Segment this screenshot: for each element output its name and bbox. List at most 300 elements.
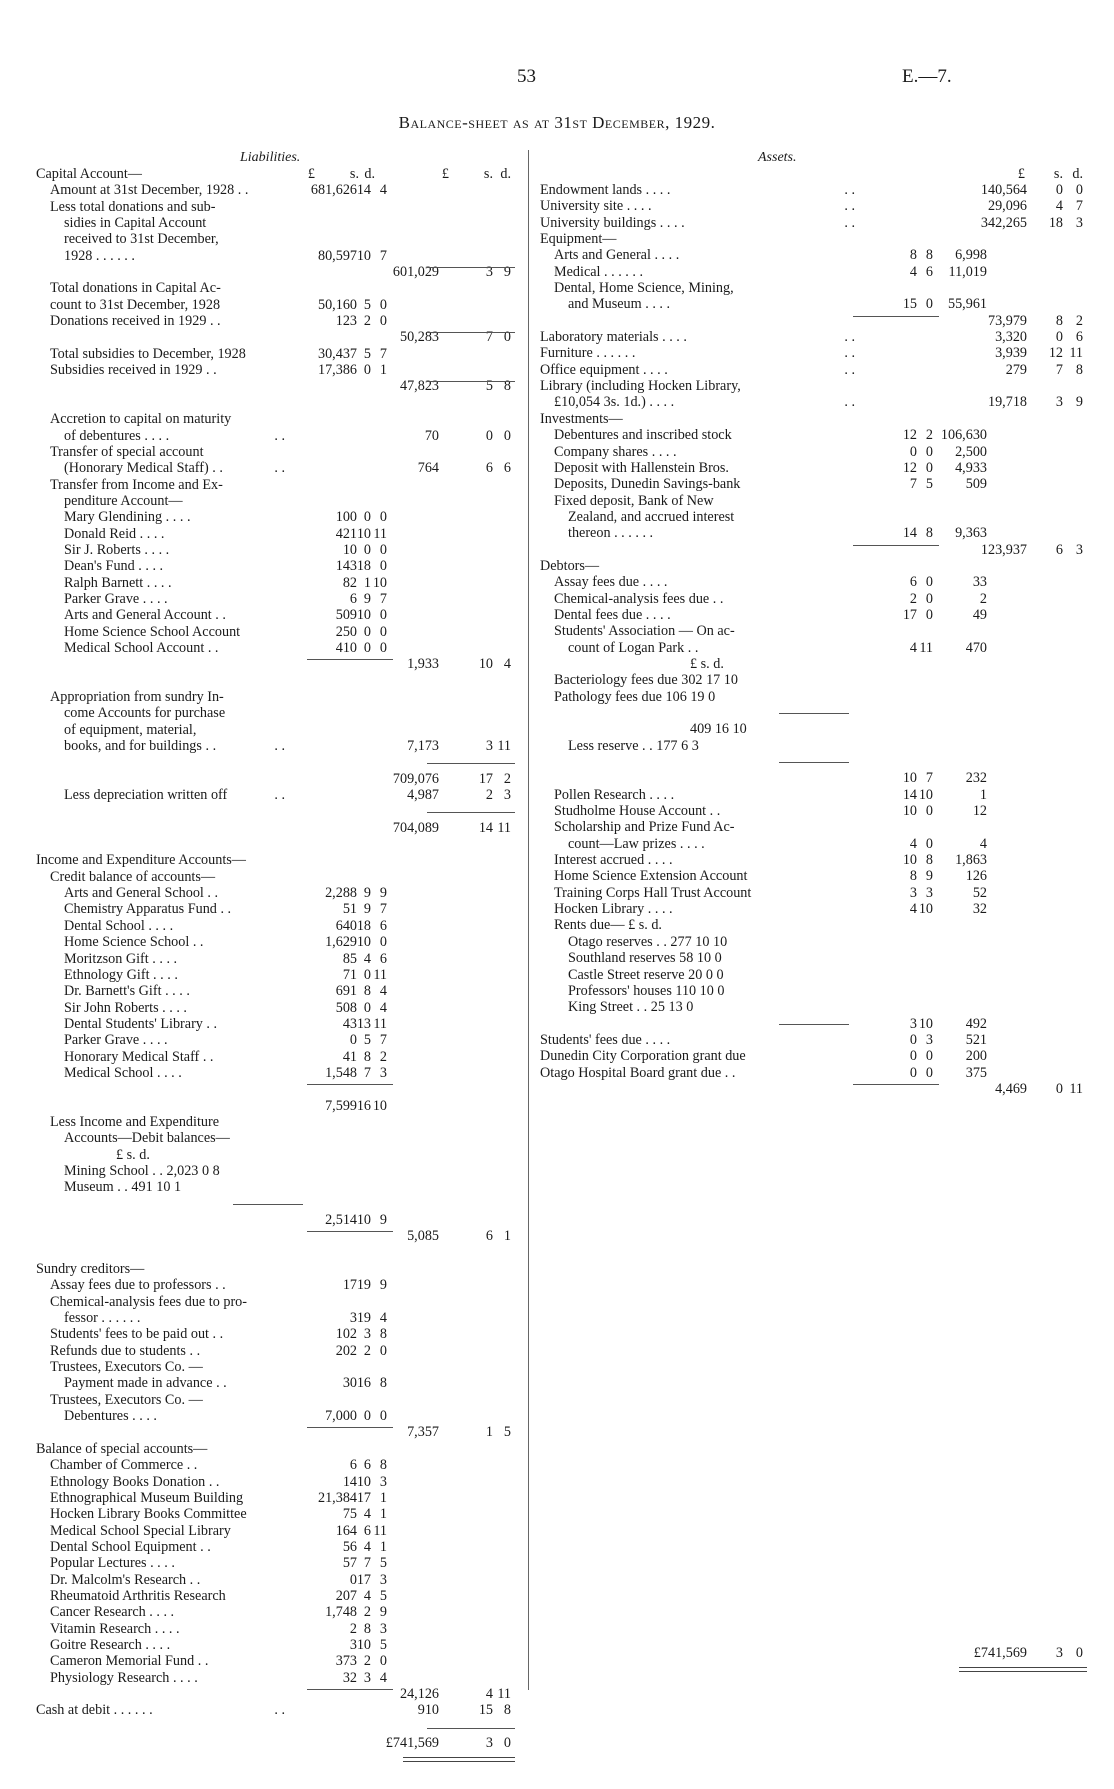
asset-amount-shillings: 2 [909, 590, 917, 607]
liability-row [0, 803, 525, 819]
liability-amount-pounds: 17 [342, 1277, 357, 1294]
asset-total-shillings: 8 [1055, 312, 1063, 329]
liability-row [0, 1032, 525, 1048]
liability-rule [307, 1231, 393, 1232]
asset-amount-shillings: 14 [902, 786, 917, 803]
asset-row [540, 754, 1095, 770]
asset-row [540, 509, 1095, 525]
liability-total-shillings: 3 [485, 264, 493, 281]
asset-row [540, 329, 1095, 345]
liability-amount-pounds: 2,288 [325, 885, 357, 902]
liability-label: Cash at debit . . . . . . [36, 1702, 153, 1719]
liability-row [0, 705, 525, 721]
asset-label: Students' Association — On ac- [554, 623, 735, 640]
liability-amount-pounds: 640 [335, 917, 357, 934]
liability-amount-pounds: 250 [335, 623, 357, 640]
liability-amount-pence: 9 [379, 1604, 387, 1621]
asset-amount-shillings: 14 [902, 525, 917, 542]
liability-amount-pence: 10 [372, 1097, 387, 1114]
liability-amount-pence: 4 [379, 1669, 387, 1686]
liability-amount-shillings: 13 [356, 1015, 371, 1032]
asset-amount-pounds: 11,019 [948, 263, 987, 280]
liability-row [0, 166, 525, 182]
liability-row [0, 1277, 525, 1293]
asset-rule [779, 762, 849, 763]
liability-label: received to 31st December, [64, 231, 219, 248]
asset-amount-shillings: 8 [909, 247, 917, 264]
liability-row [0, 1147, 525, 1163]
liability-label: Accretion to capital on maturity [50, 411, 232, 428]
liability-amount-pounds: 56 [342, 1538, 357, 1555]
asset-total-pounds: 3,320 [995, 329, 1027, 346]
liability-amount-shillings: 0 [363, 1408, 371, 1425]
liability-amount-pence: 4 [379, 999, 387, 1016]
liability-row [0, 199, 525, 215]
asset-leader-dots: . . [844, 329, 855, 346]
asset-label: Arts and General . . . . [554, 247, 680, 264]
liability-label: fessor . . . . . . [64, 1310, 141, 1327]
liability-amount-shillings: 4 [363, 1538, 371, 1555]
asset-amount-pence: 8 [925, 247, 933, 264]
liability-amount-pence: 1 [379, 1489, 387, 1506]
liability-row [0, 1212, 525, 1228]
liability-amount-pounds: 1,748 [325, 1604, 357, 1621]
liability-row [0, 852, 525, 868]
liability-amount-pence: 0 [379, 934, 387, 951]
liability-label: books, and for buildings . . [64, 738, 217, 755]
asset-row [540, 770, 1095, 786]
liability-row [0, 836, 525, 852]
asset-row [540, 574, 1095, 590]
liability-label: Dean's Fund . . . . [64, 558, 164, 575]
liability-label: Less Income and Expenditure [50, 1113, 220, 1130]
liability-amount-pence: 6 [379, 950, 387, 967]
liability-amount-pounds: 207 [335, 1587, 357, 1604]
liability-label: Dental School . . . . [64, 917, 174, 934]
liability-amount-shillings: 6 [363, 1522, 371, 1539]
asset-total-pence: 2 [1075, 312, 1083, 329]
liability-label: Debentures . . . . [64, 1408, 157, 1425]
liability-label: Capital Account— [36, 166, 142, 182]
liability-row [0, 624, 525, 640]
liability-label: Donations received in 1929 . . [50, 313, 221, 330]
liability-label: Appropriation from sundry In- [50, 689, 224, 705]
asset-rule [853, 316, 939, 317]
liability-amount-pounds: 681,626 [310, 182, 357, 199]
liability-total-pence: 1 [503, 1228, 511, 1245]
liability-row [0, 460, 525, 476]
asset-label: Dunedin City Corporation grant due [540, 1048, 746, 1065]
asset-row [540, 836, 1095, 852]
asset-label: Pollen Research . . . . [554, 786, 675, 803]
liability-rule [427, 381, 515, 382]
liability-amount-pounds: 85 [342, 950, 357, 967]
liability-row [0, 869, 525, 885]
asset-row [540, 967, 1095, 983]
asset-label: Debtors— [540, 557, 600, 574]
asset-label: Chemical-analysis fees due . . [554, 590, 724, 607]
liability-row [0, 1343, 525, 1359]
asset-amount-shillings: 6 [909, 574, 917, 591]
asset-amount-shillings: 12 [902, 459, 917, 476]
asset-total-pounds: 123,937 [980, 541, 1027, 558]
liability-amount-shillings: 8 [363, 1620, 371, 1637]
liability-row [0, 787, 525, 803]
asset-amount-pence: 10 [918, 786, 933, 803]
asset-total-pounds: 29,096 [987, 198, 1027, 215]
asset-total-pounds: 342,265 [980, 214, 1027, 231]
liability-row [0, 656, 525, 672]
liability-label: Less total donations and sub- [50, 198, 216, 215]
asset-amount-pence: 3 [925, 884, 933, 901]
liability-label: Home Science School . . [64, 934, 204, 951]
liability-row [0, 264, 525, 280]
asset-amount-pounds: 1,863 [955, 852, 987, 869]
liability-row [0, 722, 525, 738]
liability-label: Moritzson Gift . . . . [64, 950, 178, 967]
asset-label: Interest accrued . . . . [554, 852, 673, 869]
asset-amount-shillings: 3 [909, 884, 917, 901]
liability-total-pounds: 50,283 [399, 329, 439, 346]
asset-leader-dots: . . [844, 214, 855, 231]
liability-amount-pounds: 57 [342, 1555, 357, 1572]
liability-label: Popular Lectures . . . . [50, 1555, 175, 1572]
asset-label: Equipment— [540, 231, 617, 248]
asset-row [540, 198, 1095, 214]
asset-row [540, 721, 1095, 737]
liability-row [0, 231, 525, 247]
assets-currency-header: £ s. d. [1017, 166, 1083, 182]
liability-row [0, 1114, 525, 1130]
asset-label: Furniture . . . . . . [540, 345, 636, 362]
asset-row [540, 215, 1095, 231]
liability-label: Subsidies received in 1929 . . [50, 362, 217, 379]
asset-row [540, 296, 1095, 312]
liability-amount-pence: 0 [379, 607, 387, 624]
liability-amount-pounds: 6 [349, 1457, 357, 1474]
asset-amount-shillings: 4 [909, 835, 917, 852]
asset-amount-shillings: 0 [909, 1031, 917, 1048]
liability-label: Assay fees due to professors . . [50, 1277, 226, 1294]
liability-label: Trustees, Executors Co. — [50, 1391, 203, 1408]
liability-total-pounds: 70 [424, 427, 439, 444]
assets-total-underline [959, 1667, 1087, 1672]
liability-amount-pence: 5 [379, 1555, 387, 1572]
asset-total-pence: 3 [1075, 214, 1083, 231]
asset-row [540, 493, 1095, 509]
liability-label: Payment made in advance . . [64, 1375, 227, 1392]
liability-label: Students' fees to be paid out . . [50, 1326, 224, 1343]
liability-row [0, 248, 525, 264]
liability-row [0, 1196, 525, 1212]
liability-row [0, 918, 525, 934]
liability-row [0, 1474, 525, 1490]
liability-amount-shillings: 10 [356, 525, 371, 542]
asset-label: Medical . . . . . . [554, 263, 644, 280]
liability-amount-shillings: 8 [363, 1048, 371, 1065]
asset-amount-pence: 7 [925, 770, 933, 787]
liability-row [0, 934, 525, 950]
asset-label: 409 16 10 [690, 721, 747, 738]
asset-row [540, 460, 1095, 476]
asset-amount-pounds: 52 [972, 884, 987, 901]
asset-row [540, 1048, 1095, 1064]
liability-amount-pounds: 43 [342, 1015, 357, 1032]
asset-amount-pounds: 55,961 [947, 296, 987, 313]
liability-label: Dental Students' Library . . [64, 1015, 218, 1032]
liability-amount-pence: 7 [379, 590, 387, 607]
liability-amount-pounds: 51 [342, 901, 357, 918]
liability-total-pounds: 7,173 [407, 738, 439, 755]
asset-row [540, 558, 1095, 574]
liability-row [0, 754, 525, 770]
liability-total-pence: 8 [503, 1702, 511, 1719]
asset-row [540, 672, 1095, 688]
asset-amount-pence: 0 [925, 606, 933, 623]
asset-total-pence: 8 [1075, 361, 1083, 378]
asset-total-shillings: 0 [1055, 329, 1063, 346]
liability-row [0, 1408, 525, 1424]
liability-row [0, 1163, 525, 1179]
asset-label: Professors' houses 110 10 0 [568, 982, 725, 999]
liability-amount-pounds: 3 [349, 1310, 357, 1327]
liability-row [0, 1719, 525, 1735]
asset-amount-shillings: 4 [909, 263, 917, 280]
liability-amount-pence: 8 [379, 1326, 387, 1343]
liability-label: Medical School Special Library [50, 1522, 231, 1539]
asset-total-shillings: 18 [1048, 214, 1063, 231]
liability-total-shillings: 3 [485, 1735, 493, 1751]
liability-row [0, 542, 525, 558]
liability-label: Sir J. Roberts . . . . [64, 541, 170, 558]
liability-amount-pounds: 30 [342, 1375, 357, 1392]
asset-label: Hocken Library . . . . [554, 901, 673, 918]
asset-row [540, 885, 1095, 901]
asset-label: Otago reserves . . 277 10 10 [568, 933, 728, 950]
liability-amount-shillings: 7 [363, 1064, 371, 1081]
liability-amount-pounds: 164 [335, 1522, 357, 1539]
liability-label: Mining School . . 2,023 0 8 [64, 1162, 220, 1179]
liability-label: Cancer Research . . . . [50, 1604, 175, 1621]
asset-amount-shillings: 12 [902, 427, 917, 444]
liability-total-shillings: 17 [478, 770, 493, 787]
liability-amount-pounds: 71 [342, 966, 357, 983]
liability-amount-pence: 9 [379, 885, 387, 902]
liability-amount-pounds: 1,548 [325, 1064, 357, 1081]
liability-total-shillings: 4 [485, 1685, 493, 1702]
asset-row [540, 803, 1095, 819]
liability-row [0, 1081, 525, 1097]
liability-row [0, 411, 525, 427]
liability-amount-pounds: 3 [349, 1636, 357, 1653]
liability-amount-pence: 7 [379, 901, 387, 918]
liability-amount-shillings: 10 [356, 1212, 371, 1228]
liability-row [0, 1523, 525, 1539]
asset-leader-dots: . . [844, 345, 855, 362]
asset-amount-pounds: 232 [965, 770, 987, 787]
liability-amount-shillings: 9 [363, 590, 371, 607]
liability-amount-pence: 0 [379, 1408, 387, 1425]
liability-label: Rheumatoid Arthritis Research [50, 1587, 226, 1604]
liability-label: of equipment, material, [64, 721, 197, 738]
asset-row [540, 1032, 1095, 1048]
liability-total-pence: 5 [503, 1424, 511, 1441]
asset-amount-pounds: 492 [965, 1015, 987, 1032]
asset-leader-dots: . . [844, 361, 855, 378]
asset-row [540, 623, 1095, 639]
liability-amount-pence: 0 [379, 623, 387, 640]
liability-row [0, 1261, 525, 1277]
asset-row [540, 983, 1095, 999]
asset-row [540, 607, 1095, 623]
liability-amount-shillings: 7 [363, 1555, 371, 1572]
asset-label: Investments— [540, 410, 623, 427]
asset-amount-pence: 0 [925, 803, 933, 820]
liability-label: Donald Reid . . . . [64, 525, 165, 542]
liability-amount-pence: 11 [373, 1015, 387, 1032]
liability-row [0, 1441, 525, 1457]
assets-heading: Assets. [758, 150, 797, 165]
asset-total-pence: 11 [1069, 345, 1083, 362]
liability-label: count to 31st December, 1928 [50, 296, 221, 313]
asset-label: Studholme House Account . . [554, 803, 721, 820]
asset-label: Pathology fees due 106 19 0 [554, 688, 716, 705]
liability-total-pence: 11 [497, 738, 511, 755]
asset-amount-shillings: 8 [909, 868, 917, 885]
asset-label: and Museum . . . . [568, 296, 671, 313]
asset-amount-shillings: 17 [902, 606, 917, 623]
liability-amount-shillings: 0 [363, 966, 371, 983]
liability-total-pounds: 1,933 [407, 656, 439, 673]
liability-row [0, 477, 525, 493]
asset-row [540, 362, 1095, 378]
asset-amount-pounds: 509 [965, 476, 987, 493]
liability-label: Amount at 31st December, 1928 . . [50, 182, 249, 199]
asset-rule [779, 1024, 849, 1025]
liability-label: Sundry creditors— [36, 1261, 145, 1278]
liability-label: Parker Grave . . . . [64, 1032, 168, 1049]
asset-label: Home Science Extension Account [554, 868, 748, 885]
asset-amount-pounds: 521 [965, 1031, 987, 1048]
liability-label: Balance of special accounts— [36, 1440, 208, 1457]
asset-amount-pence: 8 [925, 852, 933, 869]
liability-rule [307, 1427, 393, 1428]
liability-amount-shillings: 18 [356, 558, 371, 575]
asset-amount-shillings: 4 [909, 639, 917, 656]
liability-row [0, 526, 525, 542]
liability-amount-shillings: 16 [356, 1375, 371, 1392]
liability-total-pence: 3 [503, 787, 511, 804]
liability-amount-pounds: 14 [342, 1473, 357, 1490]
liability-row [0, 1555, 525, 1571]
liability-leader-dots: . . [274, 1702, 285, 1719]
asset-total-pence: 6 [1075, 329, 1083, 346]
liability-amount-pounds: 373 [335, 1653, 357, 1670]
asset-amount-shillings: 10 [902, 852, 917, 869]
asset-row [540, 787, 1095, 803]
asset-row [540, 525, 1095, 541]
liability-total-shillings: 6 [485, 460, 493, 477]
liability-amount-pence: 5 [379, 1636, 387, 1653]
asset-row [540, 394, 1095, 410]
asset-amount-shillings: 4 [909, 901, 917, 918]
asset-amount-shillings: 0 [909, 1064, 917, 1081]
assets-total: £741,569 3 0 [540, 1645, 1095, 1665]
asset-amount-pounds: 6,998 [955, 247, 987, 264]
liability-total-pounds: 5,085 [407, 1228, 439, 1245]
liability-amount-shillings: 5 [363, 1032, 371, 1049]
asset-amount-pounds: 9,363 [955, 525, 987, 542]
liability-total-underline [403, 1757, 515, 1762]
asset-amount-pence: 0 [925, 1048, 933, 1065]
liability-row [0, 1572, 525, 1588]
liability-row [0, 1375, 525, 1391]
asset-amount-pence: 3 [925, 1031, 933, 1048]
asset-total-pounds: 140,564 [980, 182, 1027, 198]
liability-amount-pounds: 421 [335, 525, 357, 542]
liability-label: Medical School . . . . [64, 1064, 182, 1081]
asset-leader-dots: . . [844, 394, 855, 411]
liability-total-shillings: 10 [478, 656, 493, 673]
liability-row [0, 983, 525, 999]
asset-label: £ s. d. [690, 655, 724, 672]
asset-total-pounds: 73,979 [987, 312, 1027, 329]
liability-amount-shillings: 3 [363, 1669, 371, 1686]
liability-amount-pence: 7 [379, 1032, 387, 1049]
asset-row [540, 819, 1095, 835]
liability-amount-pence: 9 [379, 1212, 387, 1228]
asset-row [540, 689, 1095, 705]
asset-row [540, 542, 1095, 558]
page-title: Balance-sheet as at 31st December, 1929. [398, 113, 716, 132]
liability-amount-shillings: 9 [363, 885, 371, 902]
liability-amount-pence: 6 [379, 917, 387, 934]
liability-label: Arts and General Account . . [64, 607, 226, 624]
asset-total-shillings: 4 [1055, 198, 1063, 215]
asset-amount-pence: 6 [925, 263, 933, 280]
liability-amount-shillings: 3 [363, 1326, 371, 1343]
liability-row [0, 395, 525, 411]
liability-amount-pounds: 30,437 [317, 345, 357, 362]
asset-row [540, 917, 1095, 933]
liability-rule [307, 1084, 393, 1085]
liability-amount-pounds: 2,514 [325, 1212, 357, 1228]
asset-row [540, 182, 1095, 198]
liability-label: Chamber of Commerce . . [50, 1457, 198, 1474]
liability-amount-shillings: 0 [363, 999, 371, 1016]
liability-amount-pounds: 7,599 [325, 1097, 357, 1114]
asset-amount-pounds: 2,500 [955, 443, 987, 460]
liability-label: Ralph Barnett . . . . [64, 574, 172, 591]
asset-amount-pence: 5 [925, 476, 933, 493]
liability-row [0, 885, 525, 901]
liability-total-pence: 0 [503, 1735, 511, 1751]
liability-amount-pounds: 80,597 [317, 247, 357, 264]
liability-amount-pence: 3 [379, 1620, 387, 1637]
asset-total-pounds: 3,939 [995, 345, 1027, 362]
liability-total-shillings: 3 [485, 738, 493, 755]
liability-label: Transfer of special account [50, 443, 204, 460]
liability-row [0, 1702, 525, 1718]
liability-label: Home Science School Account [64, 623, 241, 640]
asset-row [540, 1065, 1095, 1081]
liability-amount-shillings: 2 [363, 1342, 371, 1359]
asset-row [540, 247, 1095, 263]
liability-row [0, 378, 525, 394]
asset-amount-pence: 10 [918, 1015, 933, 1032]
liability-amount-shillings: 1 [363, 574, 371, 591]
liability-label: Credit balance of accounts— [50, 868, 216, 885]
